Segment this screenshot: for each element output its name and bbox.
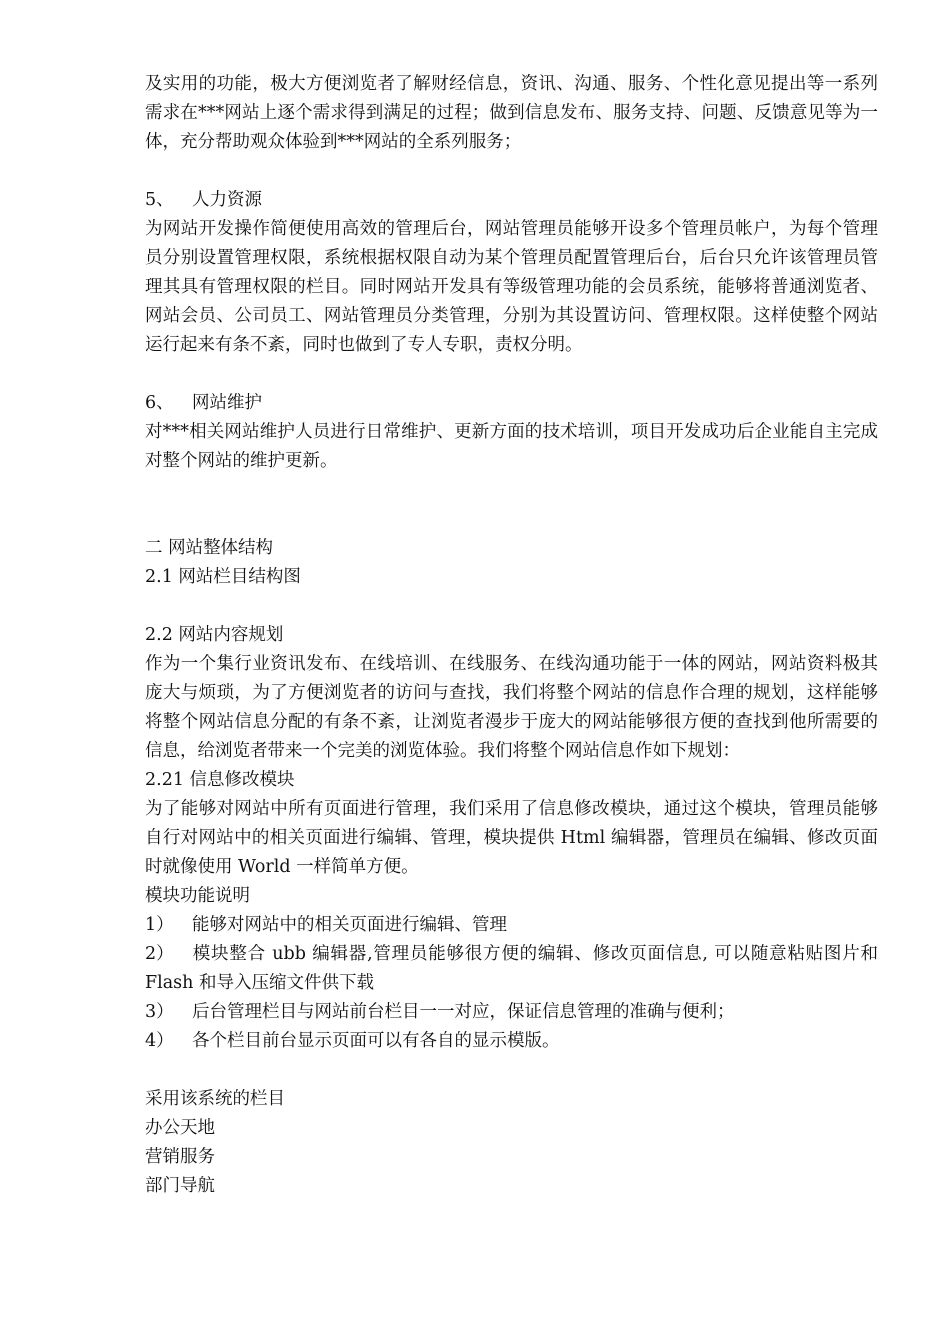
function-item-number: 2） bbox=[145, 944, 174, 964]
subsection-2-2-body: 作为一个集行业资讯发布、在线培训、在线服务、在线沟通功能于一体的网站，网站资料极其庞大与烦琐，为了方便浏览者的访问与查找，我们将整个网站的信息作合理的规划，这样能够将整个网站信息分配的有条不紊，让浏览者漫步于庞大的网站能够很方便的查找到他所需要的信息，给浏览者带来一个完美的浏览体验。我们将整个网站信息作如下规划： bbox=[145, 654, 878, 761]
section-6-title: 网站维护 bbox=[192, 393, 262, 413]
document-page bbox=[145, 70, 878, 1201]
section-5-heading bbox=[145, 186, 878, 215]
column-item: 部门导航 bbox=[145, 1176, 215, 1196]
section-6-heading bbox=[145, 389, 878, 418]
subsection-2-1-heading: 2.1 网站栏目结构图 bbox=[145, 567, 301, 587]
column-item: 办公天地 bbox=[145, 1118, 215, 1138]
spacer bbox=[145, 157, 878, 186]
columns-title: 采用该系统的栏目 bbox=[145, 1089, 285, 1109]
function-item bbox=[145, 998, 878, 1027]
spacer bbox=[145, 592, 878, 621]
section-5-number: 5、 bbox=[145, 190, 174, 210]
spacer bbox=[145, 476, 878, 534]
section-6-body: 对***相关网站维护人员进行日常维护、更新方面的技术培训，项目开发成功后企业能自主完成对整个网站的维护更新。 bbox=[145, 422, 878, 471]
subsection-2-2-heading: 2.2 网站内容规划 bbox=[145, 625, 284, 645]
part-2-heading: 二 网站整体结构 bbox=[145, 538, 274, 558]
module-function-title: 模块功能说明 bbox=[145, 886, 250, 906]
function-item bbox=[145, 940, 878, 998]
function-item bbox=[145, 911, 878, 940]
section-5-title: 人力资源 bbox=[192, 190, 262, 210]
function-item-text: 能够对网站中的相关页面进行编辑、管理 bbox=[192, 915, 507, 935]
column-item: 营销服务 bbox=[145, 1147, 215, 1167]
spacer bbox=[145, 1056, 878, 1085]
subsection-2-21-body: 为了能够对网站中所有页面进行管理，我们采用了信息修改模块，通过这个模块，管理员能够自行对网站中的相关页面进行编辑、管理，模块提供 Html 编辑器，管理员在编辑、修改页面时就像使用 World 一样简单方便。 bbox=[145, 799, 878, 877]
subsection-2-21-heading: 2.21 信息修改模块 bbox=[145, 770, 295, 790]
spacer bbox=[145, 360, 878, 389]
function-item-text: 模块整合 ubb 编辑器,管理员能够很方便的编辑、修改页面信息, 可以随意粘贴图片和 Flash 和导入压缩文件供下载 bbox=[145, 944, 878, 993]
function-item-number: 4） bbox=[145, 1031, 174, 1051]
function-item-number: 1） bbox=[145, 915, 174, 935]
function-item-number: 3） bbox=[145, 1002, 174, 1022]
function-item-text: 后台管理栏目与网站前台栏目一一对应，保证信息管理的准确与便利； bbox=[192, 1002, 735, 1022]
section-6-number: 6、 bbox=[145, 393, 174, 413]
function-item bbox=[145, 1027, 878, 1056]
function-item-text: 各个栏目前台显示页面可以有各自的显示模版。 bbox=[192, 1031, 560, 1051]
intro-paragraph: 及实用的功能，极大方便浏览者了解财经信息，资讯、沟通、服务、个性化意见提出等一系列需求在***网站上逐个需求得到满足的过程；做到信息发布、服务支持、问题、反馈意见等为一体，充分帮助观众体验到***网站的全系列服务； bbox=[145, 74, 878, 152]
section-5-body: 为网站开发操作简便使用高效的管理后台，网站管理员能够开设多个管理员帐户，为每个管理员分别设置管理权限，系统根据权限自动为某个管理员配置管理后台，后台只允许该管理员管理其具有管理权限的栏目。同时网站开发具有等级管理功能的会员系统，能够将普通浏览者、网站会员、公司员工、网站管理员分类管理，分别为其设置访问、管理权限。这样使整个网站运行起来有条不紊，同时也做到了专人专职，责权分明。 bbox=[145, 219, 878, 355]
